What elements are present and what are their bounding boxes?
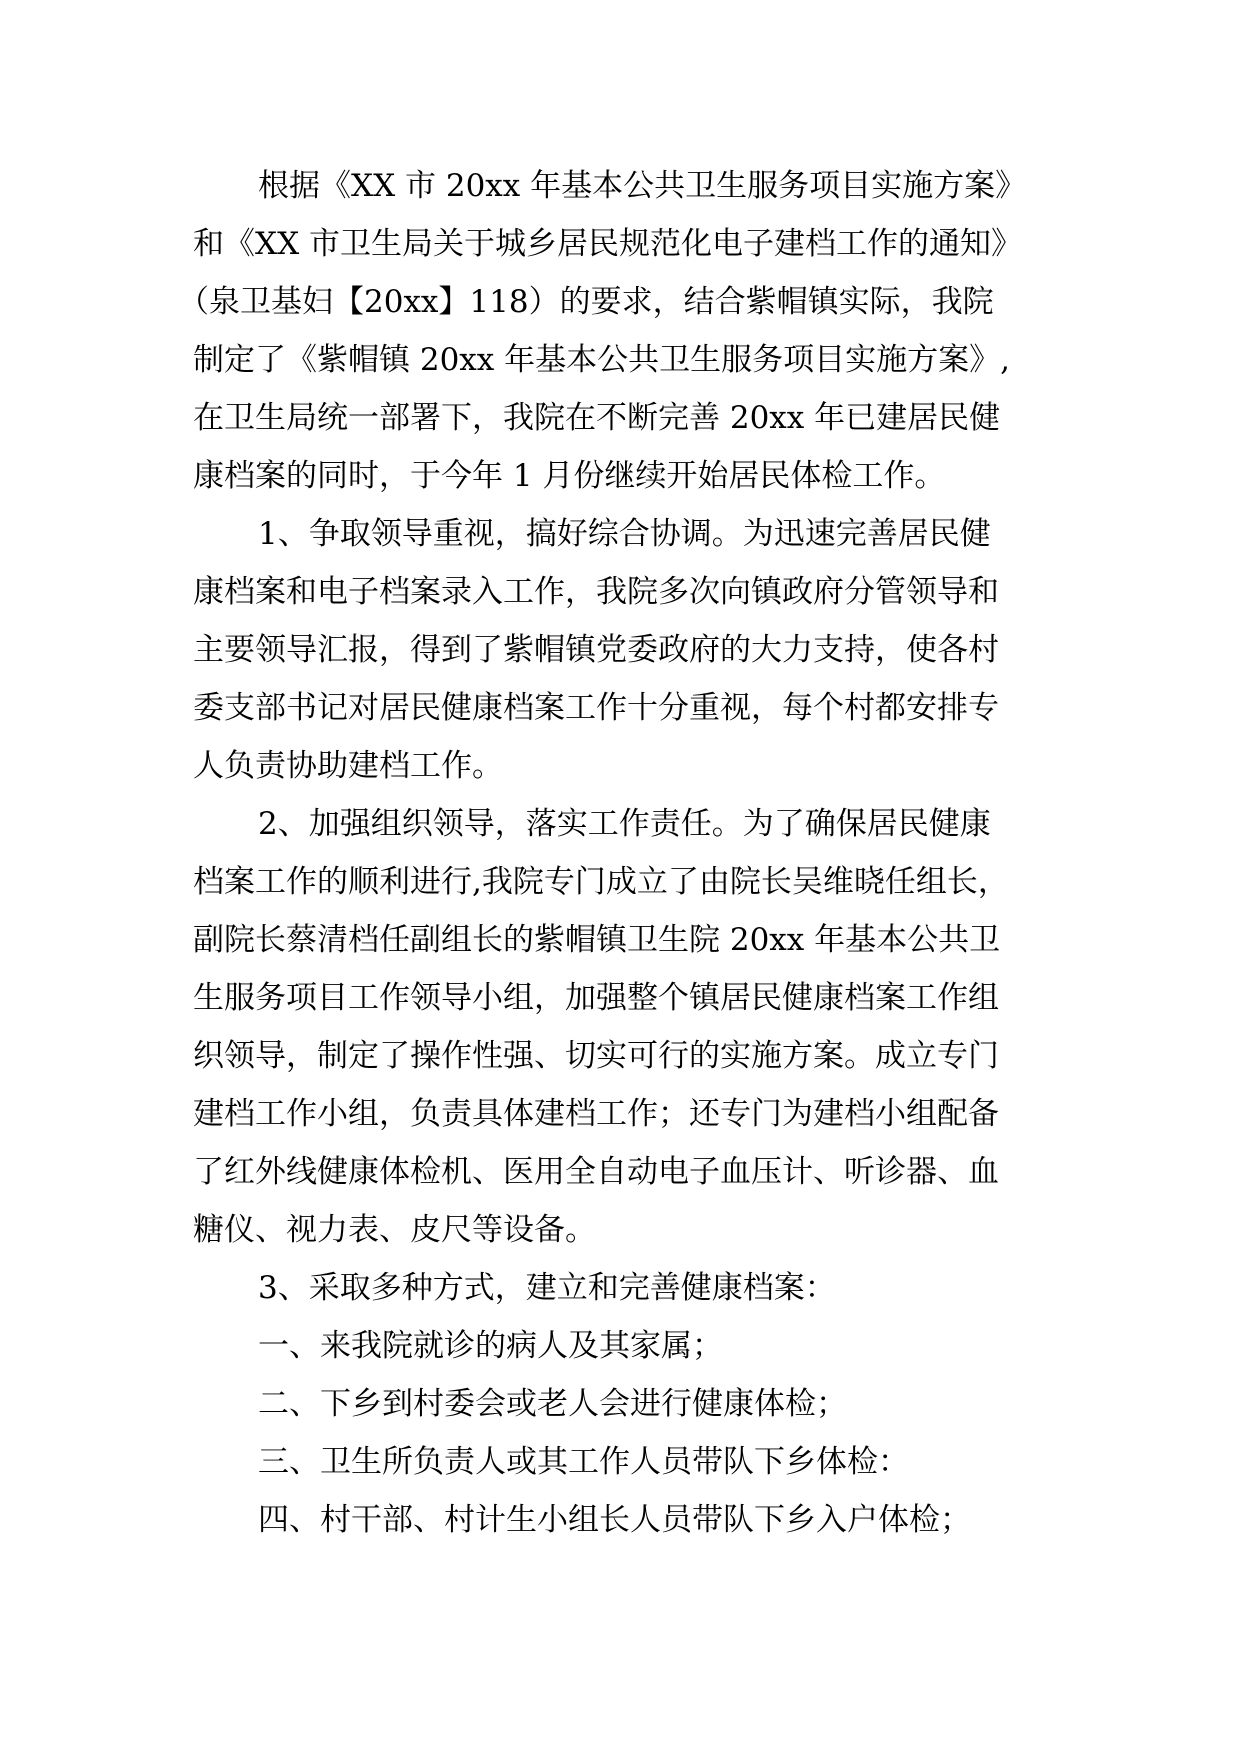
intro-line-5: 在卫生局统一部署下，我院在不断完善 20xx 年已建居民健 xyxy=(193,400,1001,436)
item2-line-2: 档案工作的顺利进行,我院专门成立了由院长吴维晓任组长， xyxy=(193,864,1009,900)
method-item-4: 四、村干部、村计生小组长人员带队下乡入户体检； xyxy=(258,1502,971,1538)
item1-line-4: 委支部书记对居民健康档案工作十分重视，每个村都安排专 xyxy=(193,690,999,726)
item2-line-7: 了红外线健康体检机、医用全自动电子血压计、听诊器、血 xyxy=(193,1154,999,1190)
intro-line-6: 康档案的同时，于今年 1 月份继续开始居民体检工作。 xyxy=(193,458,946,494)
intro-line-4: 制定了《紫帽镇 20xx 年基本公共卫生服务项目实施方案》, xyxy=(193,342,1010,378)
item2-line-4: 生服务项目工作领导小组，加强整个镇居民健康档案工作组 xyxy=(193,980,999,1016)
item1-line-5: 人负责协助建档工作。 xyxy=(193,748,503,784)
method-item-3: 三、卫生所负责人或其工作人员带队下乡体检： xyxy=(258,1444,909,1480)
item1-line-2: 康档案和电子档案录入工作，我院多次向镇政府分管领导和 xyxy=(193,574,999,610)
method-item-2: 二、下乡到村委会或老人会进行健康体检； xyxy=(258,1386,847,1422)
item1-line-1: 1、争取领导重视，搞好综合协调。为迅速完善居民健 xyxy=(258,516,991,552)
item2-line-3: 副院长蔡清档任副组长的紫帽镇卫生院 20xx 年基本公共卫 xyxy=(193,922,1001,958)
item1-line-3: 主要领导汇报，得到了紫帽镇党委政府的大力支持，使各村 xyxy=(193,632,999,668)
item2-line-5: 织领导，制定了操作性强、切实可行的实施方案。成立专门 xyxy=(193,1038,999,1074)
item2-line-1: 2、加强组织领导，落实工作责任。为了确保居民健康 xyxy=(258,806,991,842)
item2-line-8: 糖仪、视力表、皮尺等设备。 xyxy=(193,1212,596,1248)
intro-line-3: （泉卫基妇【20xx】118）的要求，结合紫帽镇实际，我院 xyxy=(178,284,994,320)
intro-line-1: 根据《XX 市 20xx 年基本公共卫生服务项目实施方案》 xyxy=(258,168,1027,204)
item2-line-6: 建档工作小组，负责具体建档工作；还专门为建档小组配备 xyxy=(193,1096,999,1132)
intro-line-2: 和《XX 市卫生局关于城乡居民规范化电子建档工作的通知》 xyxy=(193,226,1022,262)
method-item-1: 一、来我院就诊的病人及其家属； xyxy=(258,1328,723,1364)
item3-heading: 3、采取多种方式，建立和完善健康档案： xyxy=(258,1270,836,1306)
